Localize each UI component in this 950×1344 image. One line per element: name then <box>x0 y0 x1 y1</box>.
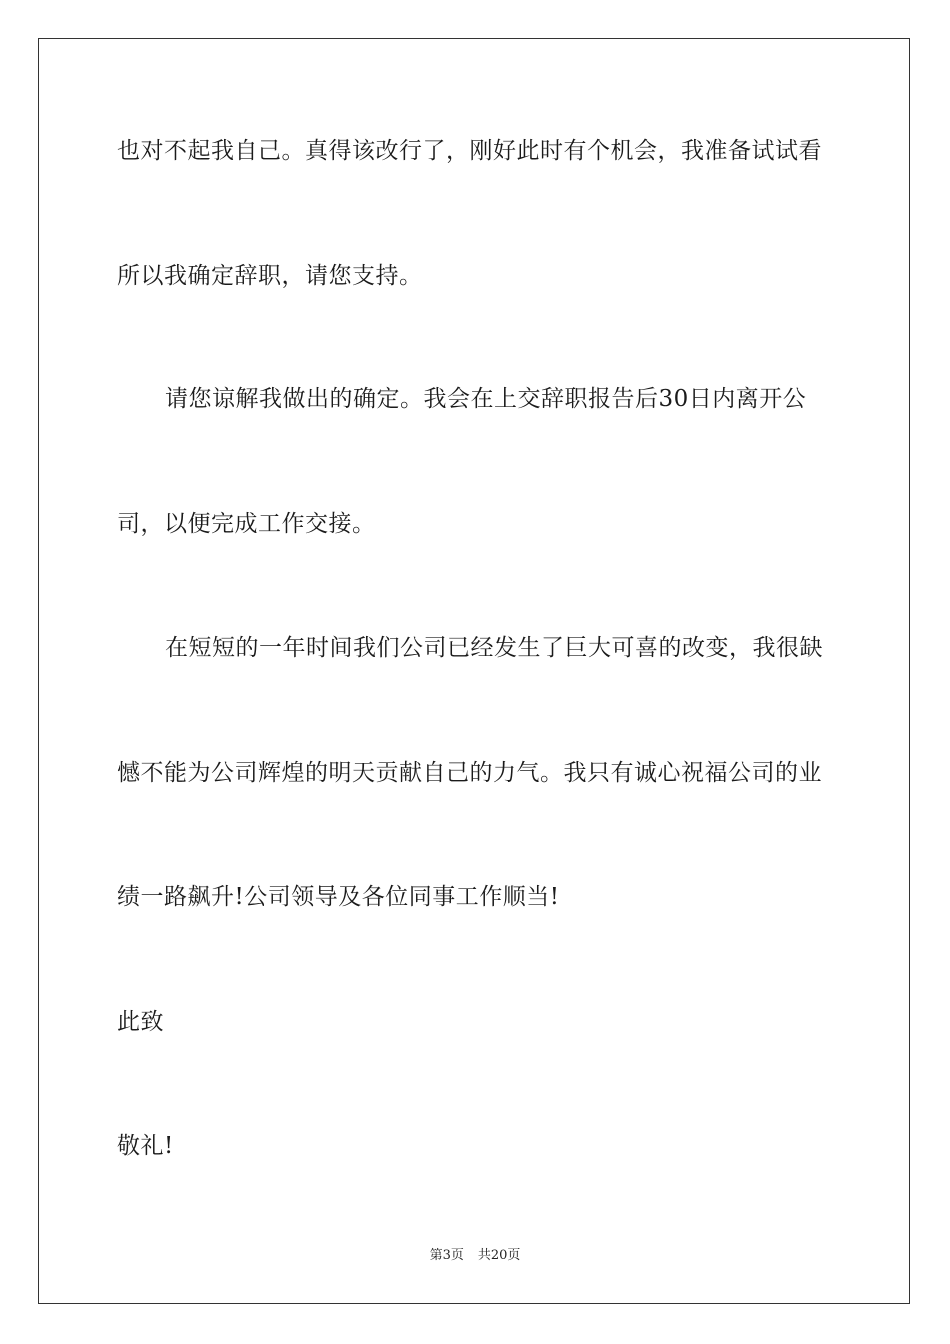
body-line-1: 也对不起我自己。真得该改行了，刚好此时有个机会，我准备试试看 <box>117 138 822 164</box>
body-line-3: 请您谅解我做出的确定。我会在上交辞职报告后30日内离开公 <box>165 386 807 412</box>
body-line-7: 绩一路飙升!公司领导及各位同事工作顺当! <box>117 884 560 910</box>
page-number: 第3页 <box>429 1248 464 1263</box>
body-line-5: 在短短的一年时间我们公司已经发生了巨大可喜的改变，我很缺 <box>165 635 823 661</box>
closing-salutation: 此致 <box>117 1009 164 1035</box>
body-line-2: 所以我确定辞职，请您支持。 <box>117 263 423 289</box>
body-line-6: 憾不能为公司辉煌的明天贡献自己的力气。我只有诚心祝福公司的业 <box>117 760 822 786</box>
page-frame <box>38 38 910 1304</box>
page-total: 共20页 <box>477 1248 521 1263</box>
page-footer <box>0 1247 950 1265</box>
closing-regards: 敬礼! <box>117 1133 174 1159</box>
body-line-4: 司，以便完成工作交接。 <box>117 511 376 537</box>
